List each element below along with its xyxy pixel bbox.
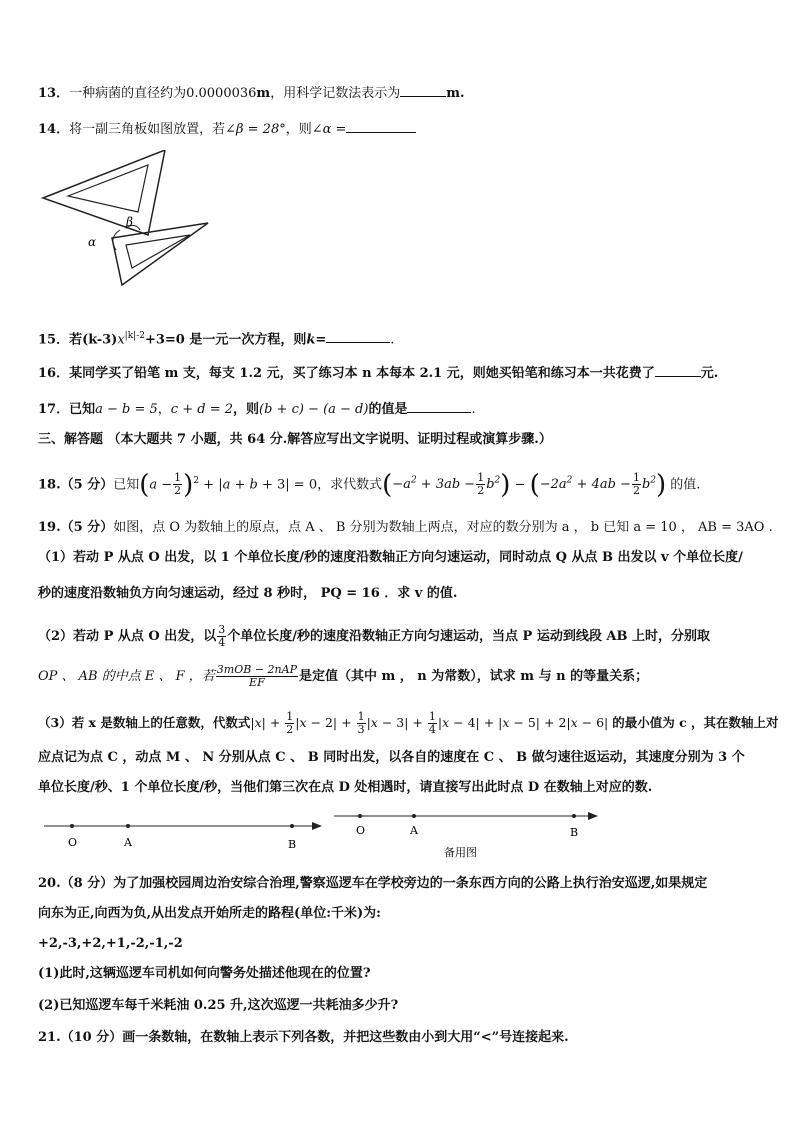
alpha-arc xyxy=(113,230,120,250)
lower-triangle xyxy=(112,223,208,285)
question-19-line-8: 单位长度/秒、1 个单位长度/秒，当他们第三次在点 D 处相遇时，请直接写出此时点 D 在数轴上对应的数. xyxy=(38,780,653,795)
alpha-label: α xyxy=(88,235,97,249)
point-B xyxy=(290,824,294,828)
number-line-1 xyxy=(44,822,322,851)
question-21: 21.（10 分）画一条数轴，在数轴上表示下列各数，并把这些数由小到大用“<”号连接起来. xyxy=(38,1030,569,1045)
question-18: 18.（5 分）已知(a − $\frac{1}{2}$ )$^2$ + |a + b + 3| = 0，求代数式($-a^2 + 3ab$ − $\frac{1}{2}$ $b^2) - (-2a^2 + 4ab$ − $\frac{1}{2}$ $b^2$) 的值. xyxy=(38,469,701,500)
label-B: B xyxy=(288,838,297,851)
label-O: O xyxy=(68,836,78,849)
point-A xyxy=(126,824,130,828)
point-A-2 xyxy=(412,814,416,818)
answer-blank[interactable] xyxy=(655,362,701,377)
answer-blank[interactable] xyxy=(346,118,416,133)
number-line-2 xyxy=(334,812,598,859)
question-19-line-5: OP 、 AB 的中点 E 、 F ，若 $\frac{\text{3mOB − 2nAP}}{EF}$ 是定值（其中 m ， n 为常数），试求 m 与 n 的等量关系； xyxy=(38,663,649,689)
upper-triangle xyxy=(43,150,165,235)
question-19-line-3: 秒的速度沿数轴负方向匀速运动，经过 8 秒时， PQ = 16 ．求 v 的值. xyxy=(38,586,458,601)
question-19-line-6: （3）若 x 是数轴上的任意数，代数式|x| + $\frac{1}{2}$ |x − 2| + $\frac{1}{3}$ |x − 3| + $\frac{1}{4}$ |x − 4| + |x − 5| + 2|x − 6| 的最小值为 c ，其在数轴上对 xyxy=(38,710,779,736)
point-O xyxy=(70,824,74,828)
section-3-heading: 三、解答题 （本大题共 7 小题，共 64 分.解答应写出文字说明、证明过程或演算步骤.） xyxy=(38,432,552,447)
question-17: 17．已知a − b = 5，c + d = 2，则(b + c) − (a − d)的值是 . xyxy=(38,398,476,420)
question-19-line-7: 应点记为点 C ，动点 M 、 N 分别从点 C 、 B 同时出发，以各自的速度在 C 、 B 做匀速往返运动，其速度分别为 3 个 xyxy=(38,750,745,765)
question-20-line-2: 向东为正,向西为负,从出发点开始所走的路程(单位:千米)为: xyxy=(38,906,381,921)
question-20-line-5: (2)已知巡逻车每千米耗油 0.25 升,这次巡逻一共耗油多少升? xyxy=(38,998,399,1013)
label-B-2: B xyxy=(570,826,579,839)
question-20-line-4: (1)此时,这辆巡逻车司机如何向警务处描述他现在的位置? xyxy=(38,966,371,981)
point-O-2 xyxy=(358,814,362,818)
number-lines-figure xyxy=(40,808,610,863)
question-19-line-2: （1）若动 P 从点 O 出发，以 1 个单位长度/秒的速度沿数轴正方向匀速运动，同时动点 Q 从点 B 出发以 v 个单位长度/ xyxy=(38,550,743,565)
question-19-line-4: （2）若动 P 从点 O 出发，以 $\frac{3}{4}$ 个单位长度/秒的速度沿数轴正方向匀速运动，当点 P 运动到线段 AB 上时，分别取 xyxy=(38,623,710,649)
beta-label: β xyxy=(126,215,133,229)
triangle-set-figure xyxy=(40,150,220,290)
label-A-2: A xyxy=(410,824,418,837)
answer-blank[interactable] xyxy=(400,82,446,97)
question-15: 15．若$(k-3)x^{|k|-2}+3=0$ 是一元一次方程，则k= . xyxy=(38,326,394,350)
answer-blank[interactable] xyxy=(407,398,471,413)
label-A: A xyxy=(124,836,132,849)
point-B-2 xyxy=(572,814,576,818)
spare-figure-caption: 备用图 xyxy=(444,846,477,859)
question-20-line-3: +2,-3,+2,+1,-2,-1,-2 xyxy=(38,936,183,951)
question-19-line-1: 19.（5 分）如图，点 O 为数轴上的原点，点 A 、 B 分别为数轴上两点，对应的数分别为 a ， b 已知 a = 10 ， AB = 3AO . xyxy=(38,520,773,535)
question-14: 14．将一副三角板如图放置，若∠β = 28°，则∠α = xyxy=(38,118,416,140)
answer-blank[interactable] xyxy=(326,328,390,343)
label-O-2: O xyxy=(356,824,366,837)
lower-triangle-inner xyxy=(126,235,190,268)
question-13: 13．一种病菌的直径约为0.0000036m，用科学记数法表示为 m. xyxy=(38,82,464,104)
question-20-line-1: 20.（8 分）为了加强校园周边治安综合治理,警察巡逻车在学校旁边的一条东西方向的公路上执行治安巡逻,如果规定 xyxy=(38,876,708,891)
question-16: 16．某同学买了铅笔 m 支，每支 1.2 元，买了练习本 n 本每本 2.1 元，则她买铅笔和练习本一共花费了 元. xyxy=(38,362,718,384)
